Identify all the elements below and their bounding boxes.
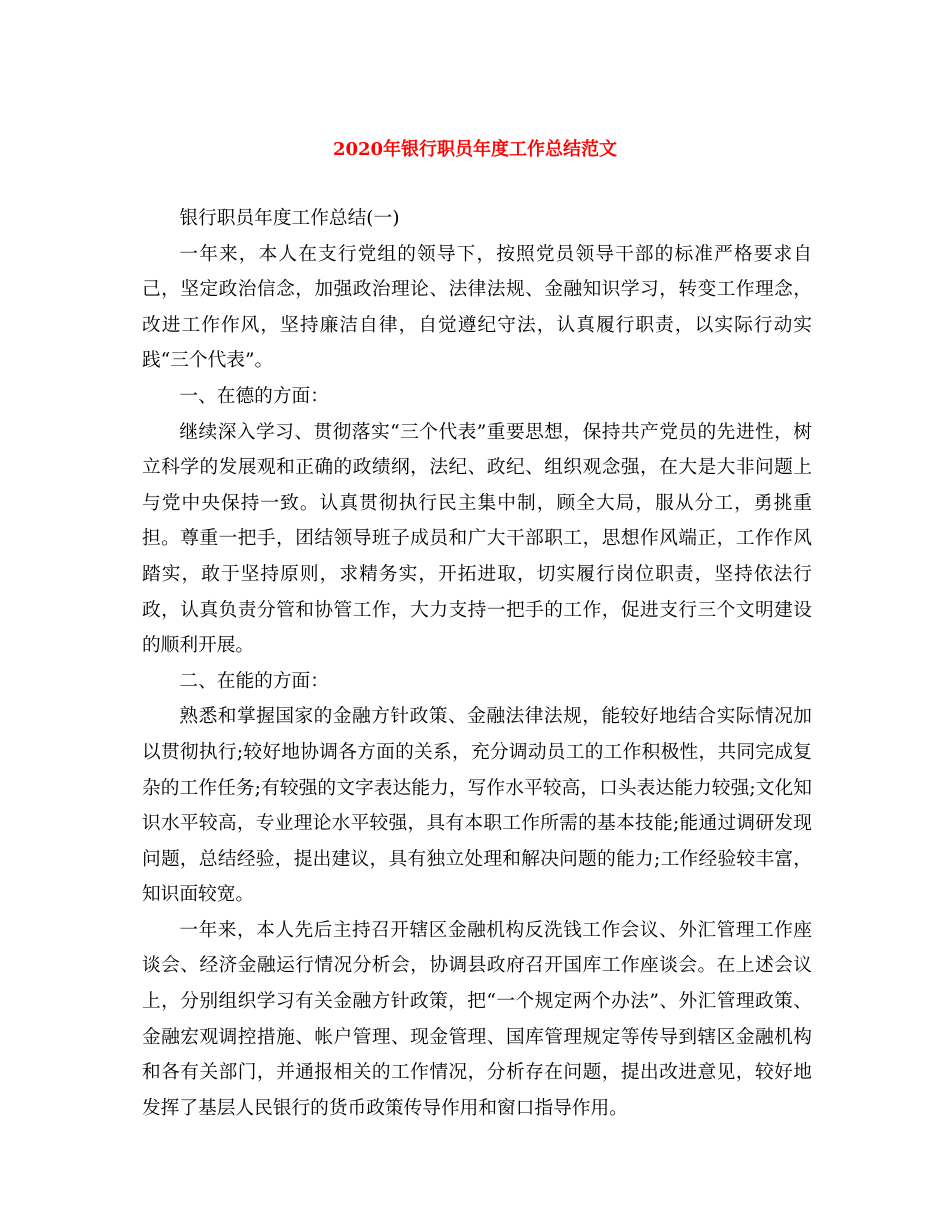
- section-heading-summary-one: 银行职员年度工作总结(一): [179, 208, 400, 229]
- section-heading-ability: 二、在能的方面：: [179, 670, 329, 692]
- body-paragraph-intro: 一年来，本人在支行党组的领导下，按照党员领导干部的标准严格要求自己，坚定政治信念，加强政治理论、法律法规、金融知识学习，转变工作理念，改进工作作风，坚持廉洁自律，自觉遵纪守法，认真履行职责，以实际行动实践“三个代表”。: [142, 243, 812, 372]
- body-paragraph-ability: 熟悉和掌握国家的金融方针政策、金融法律法规，能较好地结合实际情况加以贯彻执行;较好地协调各方面的关系，充分调动员工的工作积极性，共同完成复杂的工作任务;有较强的文字表达能力，写作水平较高，口头表达能力较强;文化知识水平较高，专业理论水平较强，具有本职工作所需的基本技能;能通过调研发现问题，总结经验，提出建议，具有独立处理和解决问题的能力;工作经验较丰富，知识面较宽。: [142, 706, 812, 906]
- body-paragraph-morality: 继续深入学习、贯彻落实“三个代表”重要思想，保持共产党员的先进性，树立科学的发展观和正确的政绩纲，法纪、政纪、组织观念强，在大是大非问题上与党中央保持一致。认真贯彻执行民主集中制，顾全大局，服从分工，勇挑重担。尊重一把手，团结领导班子成员和广大干部职工，思想作风端正，工作作风踏实，敢于坚持原则，求精务实，开拓进取，切实履行岗位职责，坚持依法行政，认真负责分管和协管工作，大力支持一把手的工作，促进支行三个文明建设的顺利开展。: [142, 421, 812, 657]
- body-paragraph-meetings: 一年来，本人先后主持召开辖区金融机构反洗钱工作会议、外汇管理工作座谈会、经济金融运行情况分析会，协调县政府召开国库工作座谈会。在上述会议上，分别组织学习有关金融方针政策，把“一个规定两个办法”、外汇管理政策、金融宏观调控措施、帐户管理、现金管理、国库管理规定等传导到辖区金融机构和各有关部门，并通报相关的工作情况，分析存在问题，提出改进意见，较好地发挥了基层人民银行的货币政策传导作用和窗口指导作用。: [142, 919, 812, 1119]
- document-title: 2020年银行职员年度工作总结范文: [332, 139, 618, 160]
- document-body: [142, 201, 812, 1126]
- section-heading-morality: 一、在德的方面：: [179, 385, 329, 407]
